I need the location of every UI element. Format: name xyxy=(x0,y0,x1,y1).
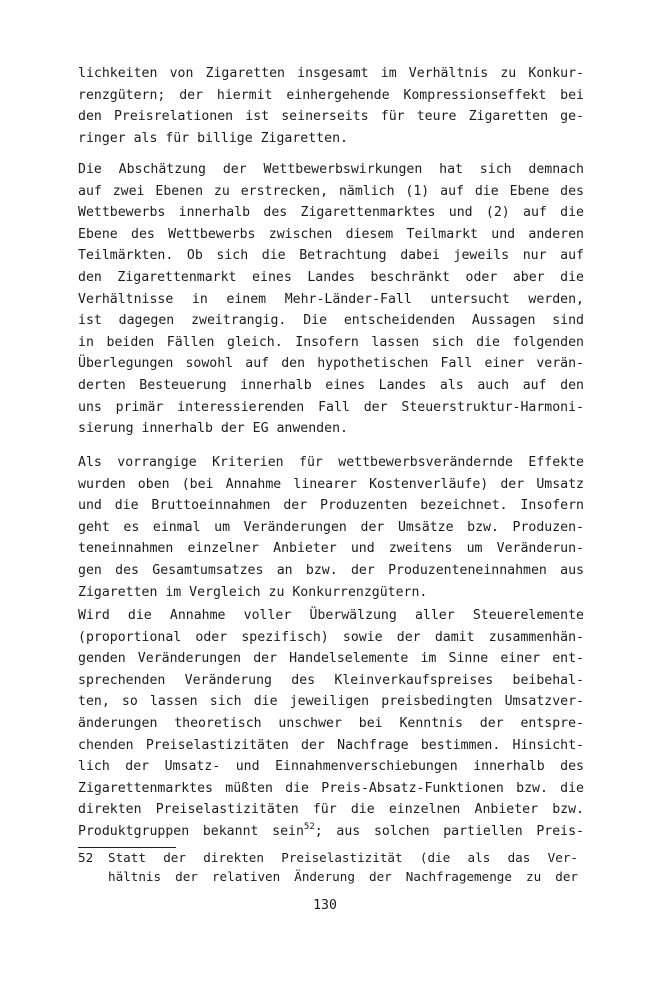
paragraph-4 xyxy=(78,605,584,843)
paragraph-3 xyxy=(78,452,584,603)
text-line: sierung innerhalb der EG anwenden. xyxy=(78,421,348,437)
text-line: Wettbewerbs innerhalb des Zigarettenmarktes und (2) auf die xyxy=(78,205,584,221)
text-line: Wird die Annahme voller Überwälzung aller Steuerelemente xyxy=(78,608,584,623)
text-line: Teilmärkten. Ob sich die Betrachtung dabei jeweils nur auf xyxy=(78,248,584,264)
page-number: 130 xyxy=(313,898,337,913)
text-line: den Zigarettenmarkt eines Landes beschränkt oder aber die xyxy=(78,269,584,285)
text-line-with-footnote-ref xyxy=(78,821,584,843)
footnote-line: Statt der direkten Preiselastizität (die als das Ver- xyxy=(108,850,578,865)
footnote-number: 52 xyxy=(78,850,94,865)
text-fragment: ; aus solchen partiellen Preis- xyxy=(314,823,584,839)
text-line: Ebene des Wettbewerbs zwischen diesem Teilmarkt und anderen xyxy=(78,226,584,242)
text-line: lichkeiten von Zigaretten insgesamt im Verhältnis zu Konkur- xyxy=(78,66,584,81)
text-line: teneinnahmen einzelner Anbieter und zweitens um Veränderun- xyxy=(78,541,584,557)
text-line: derten Besteuerung innerhalb eines Landes als auch auf den xyxy=(78,377,584,393)
text-line: Die Abschätzung der Wettbewerbswirkungen hat sich demnach xyxy=(78,162,584,177)
footnote-text xyxy=(108,848,578,886)
footnote-reference: 52 xyxy=(303,821,315,832)
text-fragment: Produktgruppen bekannt sein xyxy=(78,823,304,839)
text-line: Zigarettenmarktes müßten die Preis-Absatz-Funktionen bzw. die xyxy=(78,780,584,796)
text-line: Verhältnisse in einem Mehr-Länder-Fall untersucht werden, xyxy=(78,291,584,307)
text-line: änderungen theoretisch unschwer bei Kenntnis der entspre- xyxy=(78,715,584,731)
paragraph-2 xyxy=(78,159,584,440)
text-line: ist dagegen zweitrangig. Die entscheidenden Aussagen sind xyxy=(78,313,584,329)
paragraph-1 xyxy=(78,63,584,149)
text-line: ten, so lassen sich die jeweiligen preisbedingten Umsatzver- xyxy=(78,694,584,710)
text-line: sprechenden Veränderung des Kleinverkaufspreises beibehal- xyxy=(78,672,584,688)
text-line: in beiden Fällen gleich. Insofern lassen sich die folgenden xyxy=(78,334,584,350)
text-line: (proportional oder spezifisch) sowie der damit zusammenhän- xyxy=(78,629,584,645)
text-line: lich der Umsatz- und Einnahmenverschiebungen innerhalb des xyxy=(78,759,584,775)
text-line: direkten Preiselastizitäten für die einzelnen Anbieter bzw. xyxy=(78,802,584,818)
text-line: ringer als für billige Zigaretten. xyxy=(78,130,348,146)
text-line: uns primär interessierenden Fall der Steuerstruktur-Harmoni- xyxy=(78,399,584,415)
text-line: und die Bruttoeinnahmen der Produzenten bezeichnet. Insofern xyxy=(78,498,584,514)
text-line: renzgütern; der hiermit einhergehende Kompressionseffekt bei xyxy=(78,87,584,103)
text-line: gen des Gesamtumsatzes an bzw. der Produzenteneinnahmen aus xyxy=(78,562,584,578)
text-line: geht es einmal um Veränderungen der Umsätze bzw. Produzen- xyxy=(78,519,584,535)
footnote-line: hältnis der relativen Änderung der Nachfragemenge zu der xyxy=(108,869,578,884)
text-line: wurden oben (bei Annahme linearer Kostenverläufe) der Umsatz xyxy=(78,476,584,492)
text-line: chenden Preiselastizitäten der Nachfrage bestimmen. Hinsicht- xyxy=(78,737,584,753)
text-line: auf zwei Ebenen zu erstrecken, nämlich (1) auf die Ebene des xyxy=(78,183,584,199)
text-line: Als vorrangige Kriterien für wettbewerbsverändernde Effekte xyxy=(78,455,584,470)
text-line: Zigaretten im Vergleich zu Konkurrenzgütern. xyxy=(78,584,428,600)
text-line: genden Veränderungen der Handelselemente im Sinne einer ent- xyxy=(78,651,584,667)
text-line: den Preisrelationen ist seinerseits für teure Zigaretten ge- xyxy=(78,109,584,125)
text-line: Überlegungen sowohl auf den hypothetischen Fall einer verän- xyxy=(78,356,584,372)
